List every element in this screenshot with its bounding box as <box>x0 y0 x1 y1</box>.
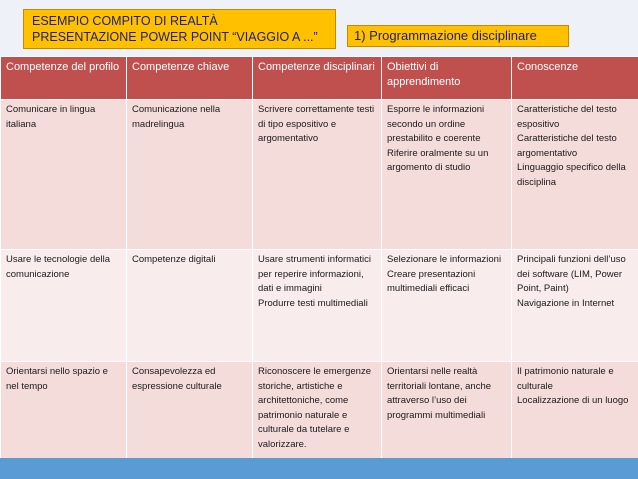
section-label: 1) Programmazione disciplinare <box>347 25 569 47</box>
header-conoscenze: Conoscenze <box>512 57 638 100</box>
cell-line: Riconoscere le emergenze storiche, artistiche e architettoniche, come patrimonio naturale e culturale da tutelare e valorizzare. <box>258 366 372 450</box>
cell-chiave: Competenze digitali <box>127 250 253 362</box>
title-line-2: PRESENTAZIONE POWER POINT “VIAGGIO A ...” <box>32 30 318 44</box>
cell-line: Localizzazione di un luogo <box>517 395 629 406</box>
table-row <box>1 250 638 362</box>
cell-line: Caratteristiche del testo espositivo <box>517 104 617 130</box>
cell-line: Scrivere correttamente testi di tipo espositivo e argomentativo <box>258 104 375 144</box>
cell-line: Riferire oralmente su un argomento di studio <box>387 147 489 173</box>
cell-conoscenze <box>512 100 638 250</box>
cell-chiave: Consapevolezza ed espressione culturale <box>127 362 253 477</box>
cell-line: Selezionare le informazioni <box>387 254 502 265</box>
cell-obiettivi <box>382 100 512 250</box>
cell-obiettivi <box>382 250 512 362</box>
cell-line: Caratteristiche del testo argomentativo <box>517 133 617 159</box>
header-competenze-profilo: Competenze del profilo <box>1 57 127 100</box>
title-line-1: ESEMPIO COMPITO DI REALTÀ <box>32 14 218 28</box>
cell-line: Orientarsi nelle realtà territoriali lontane, anche attraverso l’uso dei programmi multimediali <box>387 366 492 421</box>
cell-line: Navigazione in Internet <box>517 297 615 309</box>
header-competenze-chiave: Competenze chiave <box>127 57 253 100</box>
cell-line: Il patrimonio naturale e culturale <box>517 366 614 392</box>
cell-line: Esporre le informazioni secondo un ordine prestabilito e coerente <box>387 104 485 144</box>
cell-disciplinari <box>253 100 382 250</box>
table-header-row <box>1 57 638 100</box>
cell-chiave: Comunicazione nella madrelingua <box>127 100 253 250</box>
header-competenze-disciplinari: Competenze disciplinari <box>253 57 382 100</box>
bottom-band <box>0 458 638 479</box>
cell-line: Linguaggio specifico della disciplina <box>517 162 626 188</box>
cell-disciplinari <box>253 250 382 362</box>
cell-profilo: Usare le tecnologie della comunicazione <box>1 250 127 362</box>
cell-profilo: Comunicare in lingua italiana <box>1 100 127 250</box>
cell-line: Produrre testi multimediali <box>258 297 368 309</box>
title-box <box>23 9 336 49</box>
cell-conoscenze <box>512 250 638 362</box>
cell-line: Usare strumenti informatici per reperire informazioni, dati e immagini <box>258 254 371 294</box>
cell-line: Creare presentazioni multimediali efficaci <box>387 268 476 294</box>
header-obiettivi: Obiettivi di apprendimento <box>382 57 512 100</box>
table-row <box>1 100 638 250</box>
cell-profilo: Orientarsi nello spazio e nel tempo <box>1 362 127 477</box>
cell-line: Principali funzioni dell’uso dei software (LIM, Power Point, Paint) <box>517 254 626 294</box>
programming-table <box>0 56 638 477</box>
